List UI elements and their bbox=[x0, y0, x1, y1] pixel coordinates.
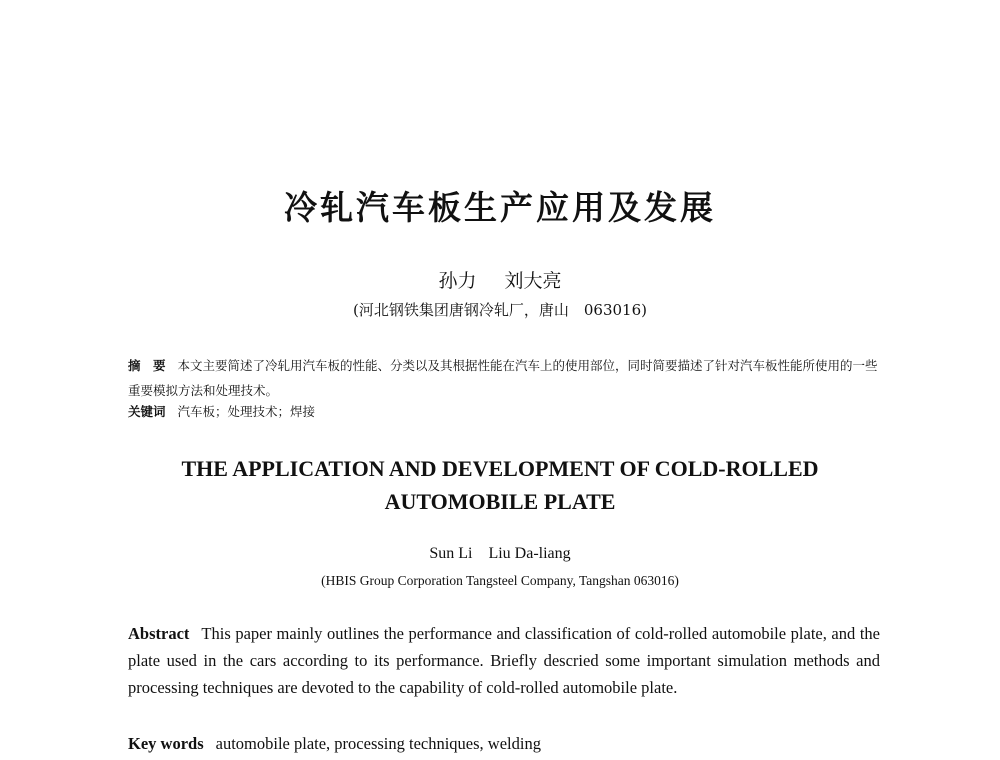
keywords-en-text: automobile plate, processing techniques, welding bbox=[215, 734, 541, 753]
affiliation-chinese: (河北钢铁集团唐钢冷轧厂，唐山 063016) bbox=[353, 301, 647, 319]
abstract-cn-label: 摘 要 bbox=[128, 358, 166, 373]
keywords-cn-text: 汽车板；处理技术；焊接 bbox=[177, 404, 316, 419]
abstract-cn-text: 本文主要简述了冷轧用汽车板的性能、分类以及其根据性能在汽车上的使用部位，同时简要描述了针对汽车板性能所使用的一些重要模拟方法和处理技术。 bbox=[128, 358, 878, 398]
authors-english bbox=[0, 545, 1000, 563]
abstract-chinese bbox=[128, 353, 880, 403]
title-chinese: 冷轧汽车板生产应用及发展 bbox=[284, 188, 716, 227]
author-cn-2: 刘大亮 bbox=[504, 270, 562, 292]
abstract-english bbox=[128, 620, 880, 701]
abstract-en-text: This paper mainly outlines the performance and classification of cold-rolled automobile plate, and the plate used in the cars according to its performance. Briefly descried some important simulation methods and processing techniques are devoted to the capability of cold-rolled automobile plate. bbox=[128, 624, 880, 697]
title-english: THE APPLICATION AND DEVELOPMENT OF COLD-ROLLED AUTOMOBILE PLATE bbox=[181, 456, 819, 514]
authors-chinese bbox=[0, 266, 1000, 293]
keywords-chinese bbox=[128, 402, 880, 422]
keywords-english bbox=[128, 730, 880, 757]
author-en-1: Sun Li bbox=[429, 545, 473, 562]
keywords-cn-label: 关键词 bbox=[128, 404, 166, 419]
author-cn-1: 孙力 bbox=[438, 270, 477, 292]
keywords-en-label: Key words bbox=[128, 734, 204, 753]
author-en-2: Liu Da-liang bbox=[488, 545, 571, 562]
abstract-en-label: Abstract bbox=[128, 624, 190, 643]
affiliation-english: (HBIS Group Corporation Tangsteel Company, Tangshan 063016) bbox=[321, 573, 679, 588]
